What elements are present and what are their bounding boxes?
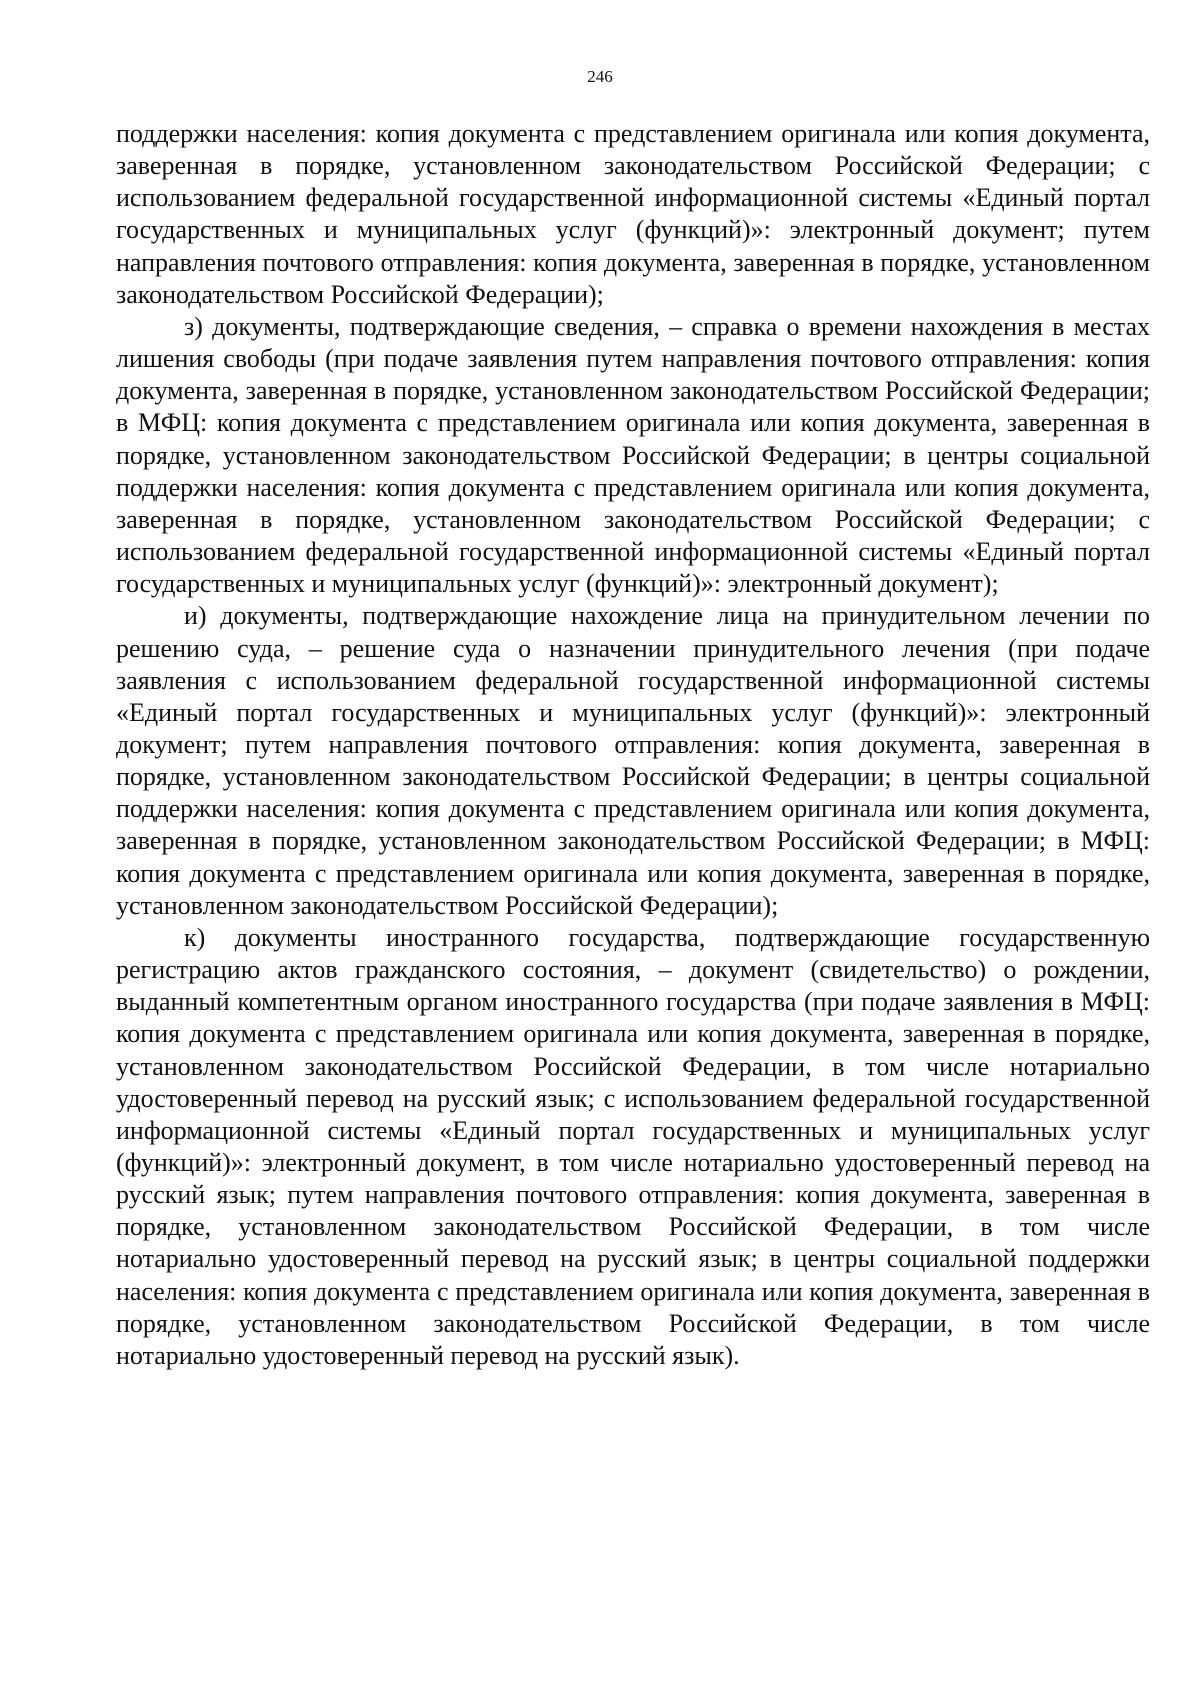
- paragraph-item-z: з) документы, подтверждающие сведения, – справка о времени нахождения в местах лишения свободы (при подаче заявления путем направления почтового отправления: копия документа, заверенная в порядке, установленном законодательством Российской Федерации; в МФЦ: копия документа с представлением оригинала или копия документа, заверенная в порядке, установленном законодательством Российской Федерации; в центры социальной поддержки населения: копия документа с представлением оригинала или копия документа, заверенная в порядке, установленном законодательством Российской Федерации; с использованием федеральной государственной информационной системы «Единый портал государственных и муниципальных услуг (функций)»: электронный документ);: [116, 311, 1150, 599]
- document-body: [116, 118, 1150, 1372]
- paragraph-item-k: к) документы иностранного государства, подтверждающие государственную регистрацию актов гражданского состояния, – документ (свидетельство) о рождении, выданный компетентным органом иностранного государства (при подаче заявления в МФЦ: копия документа с представлением оригинала или копия документа, заверенная в порядке, установленном законодательством Российской Федерации, в том числе нотариально удостоверенный перевод на русский язык; с использованием федеральной государственной информационной системы «Единый портал государственных и муниципальных услуг (функций)»: электронный документ, в том числе нотариально удостоверенный перевод на русский язык; путем направления почтового отправления: копия документа, заверенная в порядке, установленном законодательством Российской Федерации, в том числе нотариально удостоверенный перевод на русский язык; в центры социальной поддержки населения: копия документа с представлением оригинала или копия документа, заверенная в порядке, установленном законодательством Российской Федерации, в том числе нотариально удостоверенный перевод на русский язык).: [116, 922, 1150, 1370]
- paragraph-item-i: и) документы, подтверждающие нахождение лица на принудительном лечении по решению суда, – решение суда о назначении принудительного лечения (при подаче заявления с использованием федеральной государственной информационной системы «Единый портал государственных и муниципальных услуг (функций)»: электронный документ; путем направления почтового отправления: копия документа, заверенная в порядке, установленном законодательством Российской Федерации; в центры социальной поддержки населения: копия документа с представлением оригинала или копия документа, заверенная в порядке, установленном законодательством Российской Федерации; в МФЦ: копия документа с представлением оригинала или копия документа, заверенная в порядке, установленном законодательством Российской Федерации);: [116, 601, 1150, 920]
- paragraph-continuation: поддержки населения: копия документа с представлением оригинала или копия документа, заверенная в порядке, установленном законодательством Российской Федерации; с использованием федеральной государственной информационной системы «Единый портал государственных и муниципальных услуг (функций)»: электронный документ; путем направления почтового отправления: копия документа, заверенная в порядке, установленном законодательством Российской Федерации);: [116, 119, 1150, 309]
- page-number: 246: [587, 67, 613, 86]
